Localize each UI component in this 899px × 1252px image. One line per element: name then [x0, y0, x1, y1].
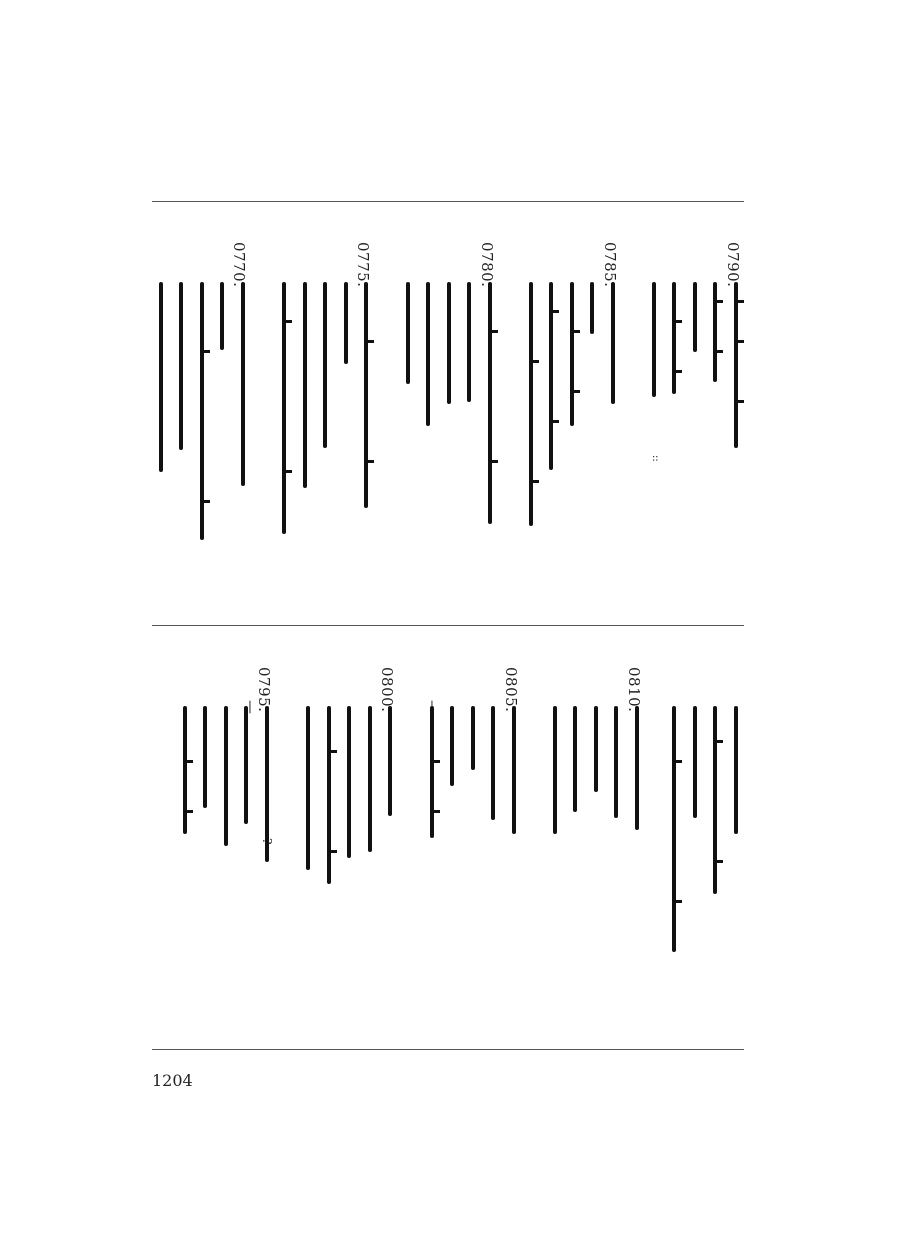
question-mark: ?: [260, 838, 274, 845]
colon-mark: ::: [650, 455, 661, 462]
entry-number-0780: 0780.: [478, 242, 496, 288]
entry-number-0795: 0795.: [255, 667, 273, 713]
page-number: 1204: [152, 1071, 193, 1090]
entry-number-0790: 0790.: [724, 242, 742, 288]
entry-number-0775: 0775.: [354, 242, 372, 288]
entry-number-0770: 0770.: [230, 242, 248, 288]
dash-mark: —: [424, 700, 440, 714]
entry-number-0800: 0800.: [378, 667, 396, 713]
dash-mark-2: —: [242, 700, 258, 714]
entry-number-0805: 0805.: [502, 667, 520, 713]
entry-number-0785: 0785.: [601, 242, 619, 288]
entry-number-0810: 0810.: [625, 667, 643, 713]
